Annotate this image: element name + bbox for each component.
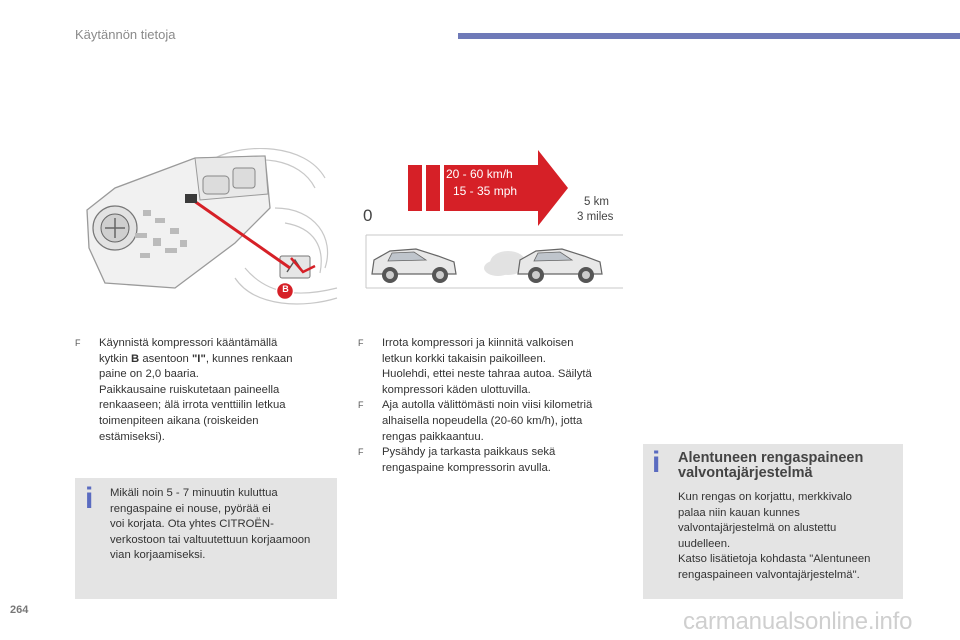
switch-b-callout: B [282, 284, 289, 294]
speed-kmh-label: 20 - 60 km/h [446, 167, 513, 181]
info-icon: i [85, 482, 94, 515]
list-item: F Käynnistä kompressori kääntämällä kytkin B asentoon "I", kunnes renkaan paine on 2,0 baaria. Paikkausaine ruiskutetaan paineella renkaaseen; älä irrota venttiilin letkua toimenpiteen aikana (roiskeiden estämiseksi). [75, 337, 293, 443]
bullet-icon: F [358, 338, 364, 348]
car-moving-icon [484, 249, 602, 283]
car-stationary-icon [372, 249, 456, 283]
compressor-illustration [75, 148, 338, 313]
left-instructions [75, 336, 325, 445]
info-box-repair-failure [75, 478, 337, 599]
info-text: Mikäli noin 5 - 7 minuutin kuluttua rengaspaine ei nouse, pyörää ei voi korjata. Ota yhtes CITROËN- verkostoon tai valtuutettuun korjaamoon vian korjaamiseksi. [110, 487, 311, 562]
speed-bar-1 [408, 165, 422, 211]
info-text: Kun rengas on korjattu, merkkivalo palaa niin kauan kunnes valvontajärjestelmä on alustettu uudelleen. Katso lisätietoja kohdasta "Alentuneen rengaspaineen valvontajärjestelmä". [678, 491, 871, 581]
distance-km-label: 5 km [584, 196, 609, 208]
middle-instructions [358, 336, 623, 476]
header-accent-bar [458, 33, 960, 39]
distance-miles-label: 3 miles [577, 211, 614, 223]
list-item: F Irrota kompressori ja kiinnitä valkoisen letkun korkki takaisin paikoilleen. Huolehdi, ettei neste tahraa autoa. Säilytä kompressori käden ulottuvilla. [358, 337, 592, 396]
compressor-drawing [75, 148, 338, 313]
bullet-icon: F [75, 338, 81, 348]
info-icon: i [652, 446, 661, 479]
speed-bar-2 [426, 165, 440, 211]
info-heading: Alentuneen rengaspaineen valvontajärjestelmä [678, 450, 864, 481]
bullet-icon: F [358, 400, 364, 411]
page-number: 264 [10, 604, 29, 616]
bullet-icon: F [358, 447, 364, 458]
speed-mph-label: 15 - 35 mph [453, 184, 518, 198]
list-item: F Pysähdy ja tarkasta paikkaus sekä rengaspaine kompressorin avulla. [358, 446, 556, 474]
start-label: 0 [363, 206, 373, 225]
list-item: F Aja autolla välittömästi noin viisi kilometriä alhaisella nopeudella (20-60 km/h), jotta rengas paikkaantuu. [358, 399, 593, 443]
section-title: Käytännön tietoja [75, 27, 176, 42]
watermark: carmanualsonline.info [683, 608, 913, 635]
driving-instruction-diagram [358, 148, 623, 313]
info-box-pressure-monitoring [643, 444, 903, 599]
